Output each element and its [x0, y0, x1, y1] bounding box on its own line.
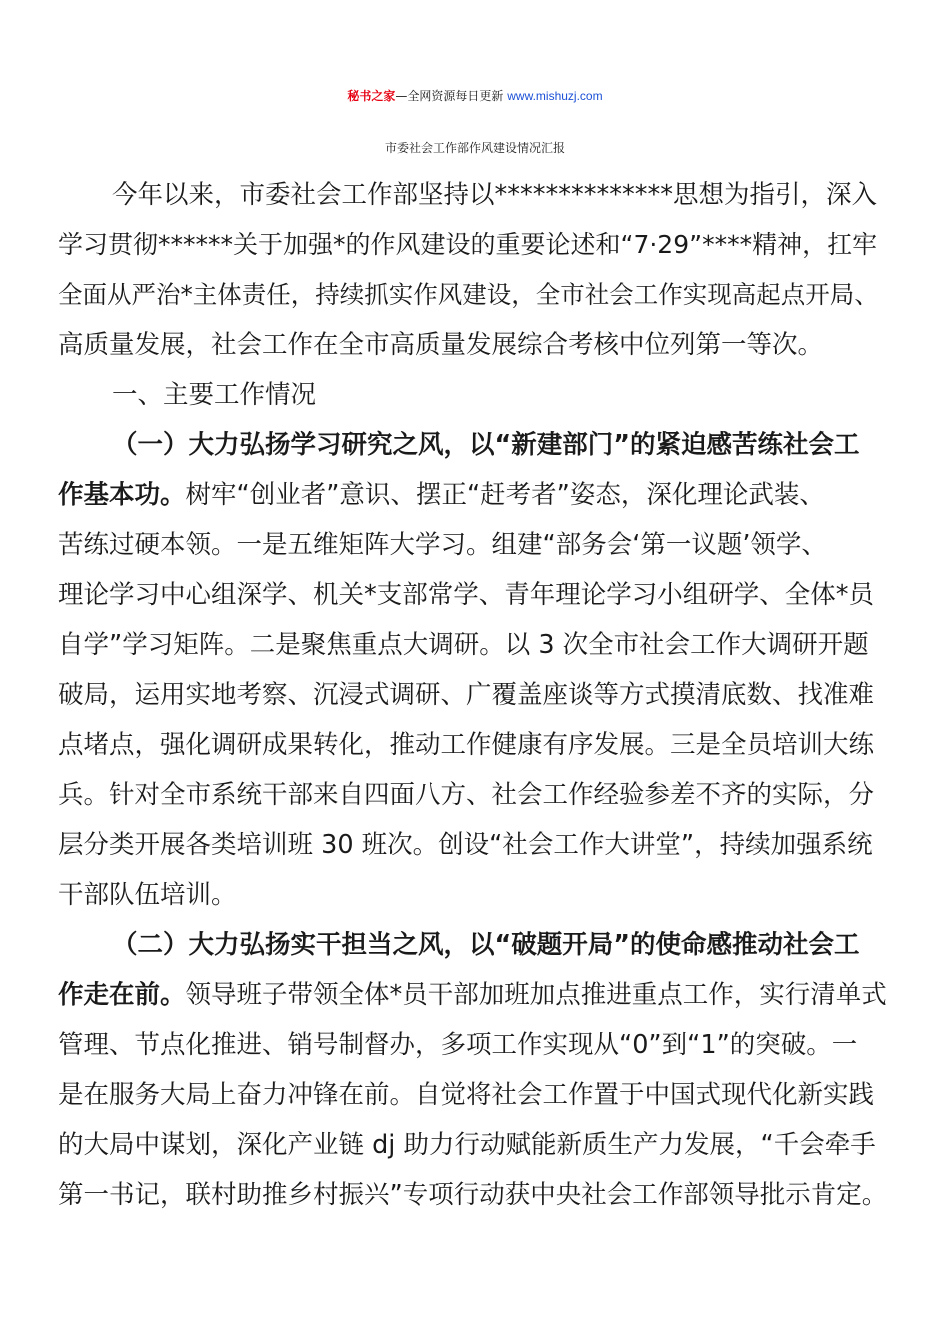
part2-heading: （二）大力弘扬实干担当之风，以“破题开局”的使命感推动社会工	[112, 930, 860, 960]
section-heading: 一、主要工作情况	[112, 380, 317, 410]
part2-heading-end: 作走在前。	[58, 980, 186, 1010]
paragraph-line: 管理、节点化推进、销号制督办，多项工作实现从“0”到“1”的突破。一	[58, 1030, 858, 1060]
site-header	[0, 80, 950, 112]
part1-heading-continued	[58, 477, 825, 513]
brand-name: 秘书之家	[347, 89, 396, 103]
paragraph-line: 兵。针对全市系统干部来自四面八方、社会工作经验参差不齐的实际，分	[58, 780, 875, 810]
intro-line: 全面从严治*主体责任，持续抓实作风建设，全市社会工作实现高起点开局、	[58, 280, 879, 309]
paragraph-line: 理论学习中心组深学、机关*支部常学、青年理论学习小组研学、全体*员	[58, 580, 875, 610]
paragraph-line: 点堵点，强化调研成果转化，推动工作健康有序发展。三是全员培训大练	[58, 730, 875, 760]
paragraph-line: 是在服务大局上奋力冲锋在前。自觉将社会工作置于中国式现代化新实践	[58, 1080, 875, 1110]
paragraph-line: 第一书记，联村助推乡村振兴”专项行动获中央社会工作部领导批示肯定。	[58, 1180, 888, 1210]
site-url-link[interactable]: www.mishuzj.com	[507, 89, 603, 103]
part2-heading-continued	[58, 977, 887, 1013]
document-title: 市委社会工作部作风建设情况汇报	[384, 141, 565, 155]
intro-line: 高质量发展，社会工作在全市高质量发展综合考核中位列第一等次。	[58, 330, 824, 360]
part1-heading: （一）大力弘扬学习研究之风，以“新建部门”的紧迫感苦练社会工	[112, 430, 860, 460]
intro-line: 今年以来，市委社会工作部坚持以**************思想为指引，深入	[112, 180, 878, 210]
paragraph-line: 破局，运用实地考察、沉浸式调研、广覆盖座谈等方式摸清底数、找准难	[58, 680, 875, 710]
paragraph-text: 领导班子带领全体*员干部加班加点推进重点工作，实行清单式	[185, 980, 887, 1010]
paragraph-line: 自学”学习矩阵。二是聚焦重点大调研。以 3 次全市社会工作大调研开题	[58, 630, 869, 660]
header-tagline: —全网资源每日更新	[395, 89, 508, 103]
part1-heading-end: 作基本功。	[58, 480, 186, 510]
intro-line: 学习贯彻******关于加强*的作风建设的重要论述和“7·29”****精神，扛牢	[58, 230, 878, 259]
paragraph-line: 苦练过硬本领。一是五维矩阵大学习。组建“部务会‘第一议题’领学、	[58, 530, 827, 560]
paragraph-text: 树牢“创业者”意识、摆正“赶考者”姿态，深化理论武装、	[185, 480, 825, 510]
paragraph-line: 层分类开展各类培训班 30 班次。创设“社会工作大讲堂”，持续加强系统	[58, 830, 873, 860]
paragraph-line: 干部队伍培训。	[58, 880, 237, 910]
paragraph-line: 的大局中谋划，深化产业链 dj 助力行动赋能新质生产力发展，“千会牵手	[58, 1130, 876, 1160]
